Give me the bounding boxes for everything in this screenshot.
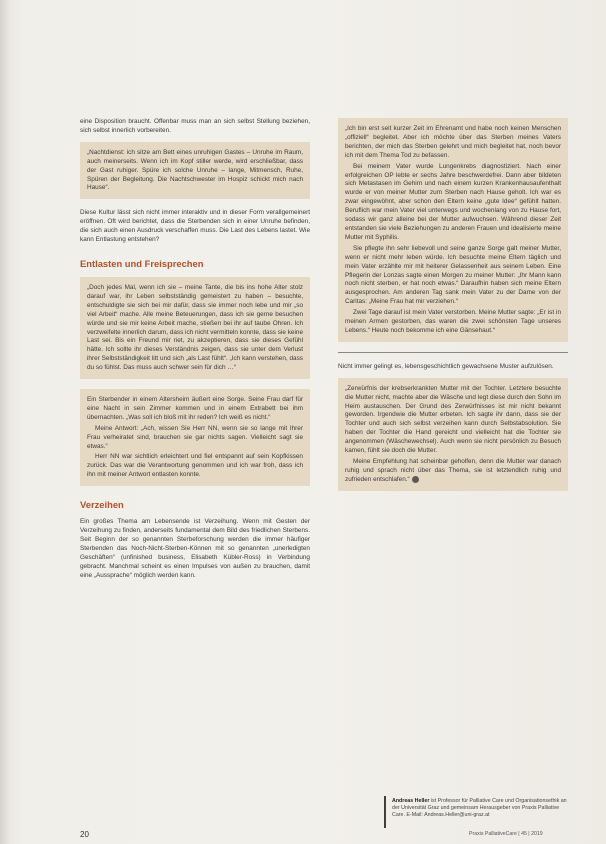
quote-box-father xyxy=(338,118,568,342)
quote-text: Ein Sterbender in einem Altersheim äußert eine Sorge. Seine Frau darf für eine Nacht in sein Zimmer kommen und in einem Extrabett bei ihm übernachten. „Was soll ich bloß mit ihr reden? Ich weiß es nicht.“ xyxy=(87,396,303,421)
article-end-icon xyxy=(412,476,419,483)
body-paragraph: Diese Kultur lässt sich nicht immer interaktiv und in dieser Form verallgemeinert eröffnen. Oft wird berichtet, dass die Sterbenden sich in einer Unruhe befinden, die sich auch einen Ausdruck verschaffen muss. Die Last des Lebens lastet. Wie kann Entlastung entstehen? xyxy=(80,209,310,244)
quote-box-mother-daughter xyxy=(338,378,568,491)
author-accent-bar xyxy=(384,796,386,828)
body-paragraph: Nicht immer gelingt es, lebensgeschichtlich gewachsene Muster aufzulösen. xyxy=(338,362,554,370)
quote-box-nightshift xyxy=(80,142,310,200)
page-number: 20 xyxy=(80,830,89,839)
scan-edge-shadow xyxy=(0,0,10,844)
quote-text: Zwei Tage darauf ist mein Vater verstorben. Meine Mutter sagte: „Er ist in meinen Armen gestorben, das waren die zwei schönsten Tage unseres Lebens.“ Heute noch bekomme ich eine Gänsehaut.“ xyxy=(345,309,561,334)
publication-footer: Praxis PalliativeCare | 45 | 2019 xyxy=(469,831,543,837)
quote-text: „Ich bin erst seit kurzer Zeit im Ehrenamt und habe noch keinen Menschen „offiziell“ begleitet. Aber ich möchte über das Sterben meines Vaters berichten, der mich das Sterben gelehrt und mich begleitet hat, noch bevor ich mit dem Thema Tod zu befassen. xyxy=(345,125,561,159)
body-paragraph: Ein großes Thema am Lebensende ist Verzeihung. Wenn mit Gesten der Verzeihung zu finden, anderseits fundamental dem Bild des friedlichen Sterbens. Seit Beginn der so genannten Sterbeforschung werden die immer häufiger Sterbenden das Noch-Nicht-Sterben-Können mit so genannten „unerledigten Geschäften“ (unfinished business, Elisabeth Kübler-Ross) in Verbindung gebracht. Manchmal scheint es einen Impulses von außen zu brauchen, damit eine „Aussprache“ möglich werden kann. xyxy=(80,518,310,579)
right-column xyxy=(338,118,568,501)
intro-paragraph: eine Disposition braucht. Offenbar muss man an sich selbst Stellung beziehen, sich selbst innerlich vorbereiten. xyxy=(80,118,310,134)
quote-text-end: Meine Empfehlung hat scheinbar geholfen, denn die Mutter war danach ruhig und sprach nicht über das Thema, sie ist letztendlich ruhig und zufrieden entschlafen.“ xyxy=(345,458,561,483)
quote-text: „Zerwürfnis der krebserkrankten Mutter mit der Tochter. Letztere besuchte die Mutter nicht, machte aber die Wäsche und legt diese durch den Sohn im Heim austauschen. Der Grund des Zerwürfnisses ist mir nicht bekannt geworden. Irgendwie die Mutter erbeten. Ich sagte ihr dann, dass sie der Tochter und auch sich selbst verzeihen kann durch Selbstabsolution. Sie haben der Tochter die Hand gereicht und vielleicht hat die Tochter sie angenommen (Wäschewechsel). Auch wenn sie nicht persönlich zu Besuch kamen, fühlt sie doch die Mutter. xyxy=(345,384,561,455)
author-description: ist Professor für Palliative Care und Organisationsethik an der Universität Graz und gemeinsam Herausgeber von Praxis Palliative Care. E-Mail: Andreas.Heller@uni-graz.at xyxy=(392,798,567,819)
left-column xyxy=(80,118,310,587)
author-bio xyxy=(392,798,567,820)
quote-text xyxy=(345,458,561,485)
quote-text: „Nachtdienst: ich sitze am Bett eines unruhigen Gastes – Unruhe im Raum, auch meinerseits. Wenn ich im Kopf stiller werde, wird erschließbar, dass der Gast ruhiger. Spüre ich solche Unruhe – lange, Mitmensch, Ruhe, Spüren der Begleitung. Die Nachtschwester im Hospiz schickt mich nach Hause“. xyxy=(87,148,303,192)
quote-text: Herr NN war sichtlich erleichtert und fiel entspannt auf sein Kopfkissen zurück. Das war die Verantwortung genommen und ich war froh, dass ich ihn mit meiner Antwort entlasten konnte. xyxy=(87,453,303,479)
divider xyxy=(338,352,568,353)
quote-box-dying-man xyxy=(80,389,310,486)
quote-text: Bei meinem Vater wurde Lungenkrebs diagnostiziert. Nach einer erfolgreichen OP lebte er sechs Jahre beschwerdefrei. Dann aber bildeten sich Metastasen im Gehirn und nach einem kurzen Krankenhausaufenthalt wurde er von meiner Mutter zum Sterben nach Hause geholt. Ich war es zwar eingewöhnt, aber schon den Eltern keine „gute Idee“ gefühlt hatten. Beruflich war mein Vater viel unterwegs und wochenlang von zu Hause fort, sodass wir ganz alleine bei der Mutter aufwuchsen. Während dieser Zeit entstanden sie viele Beziehungen zu anderen Frauen und idealisierte meine Mutter mit Syphilis. xyxy=(345,162,561,241)
quote-text: „Doch jedes Mal, wenn ich sie – meine Tante, die bis ins hohe Alter stolz darauf war, ihr Leben selbstständig gemeistert zu haben – besuchte, entschuldigte sie sich bei mir dafür, dass sie immer noch lebe und mir „so viel Arbeit“ mache. Alle meine Beteuerungen, dass ich sie gerne besuchen würde und sie mir keine Arbeit mache, stießen bei ihr auf taube Ohren. Ich verzweifelte innerlich darum, dass ich nicht vermitteln konnte, dass sie keine Last sei. Bis ein Freund mir riet, zu akzeptieren, dass sie dieses Gefühl hätte. Ich sollte ihr dieses Verständnis zeigen, dass sie unter dem Verlust ihrer Selbstständigkeit litt und sich „als Last fühlt“. „Ich kann verstehen, dass du so fühlst. Das muss auch schwer sein für dich …“ xyxy=(87,283,303,372)
quote-box-aunt xyxy=(80,277,310,379)
quote-text: Meine Antwort: „Ach, wissen Sie Herr NN, wenn sie so lange mit Ihrer Frau verheiratet sind, brauchen sie gar nichts sagen. Vielleicht sagt sie etwas.“ xyxy=(87,424,303,450)
quote-text: Sie pflegte ihn sehr liebevoll und seine ganze Sorge galt meiner Mutter, wenn er nicht mehr leben würde. Ich besuchte meine Eltern täglich und mein Vater erzählte mir mit heiterer Gelassenheit aus seinem Leben. Eine Pflegerin der Lonzas sagte einen Morgen zu meiner Mutter: „Ihr Mann kann noch nicht sterben, er hat noch etwas.“ Daraufhin haben sich meine Eltern ausgesprochen. Am anderen Tag sank mein Vater zu der Dame von der Caritas: „Meine Frau hat mir verziehen.“ xyxy=(345,244,561,306)
author-name: Andreas Heller xyxy=(392,798,430,804)
section-heading-verzeihen: Verzeihen xyxy=(80,499,124,511)
section-heading-entlasten: Entlasten und Freisprechen xyxy=(80,257,204,269)
